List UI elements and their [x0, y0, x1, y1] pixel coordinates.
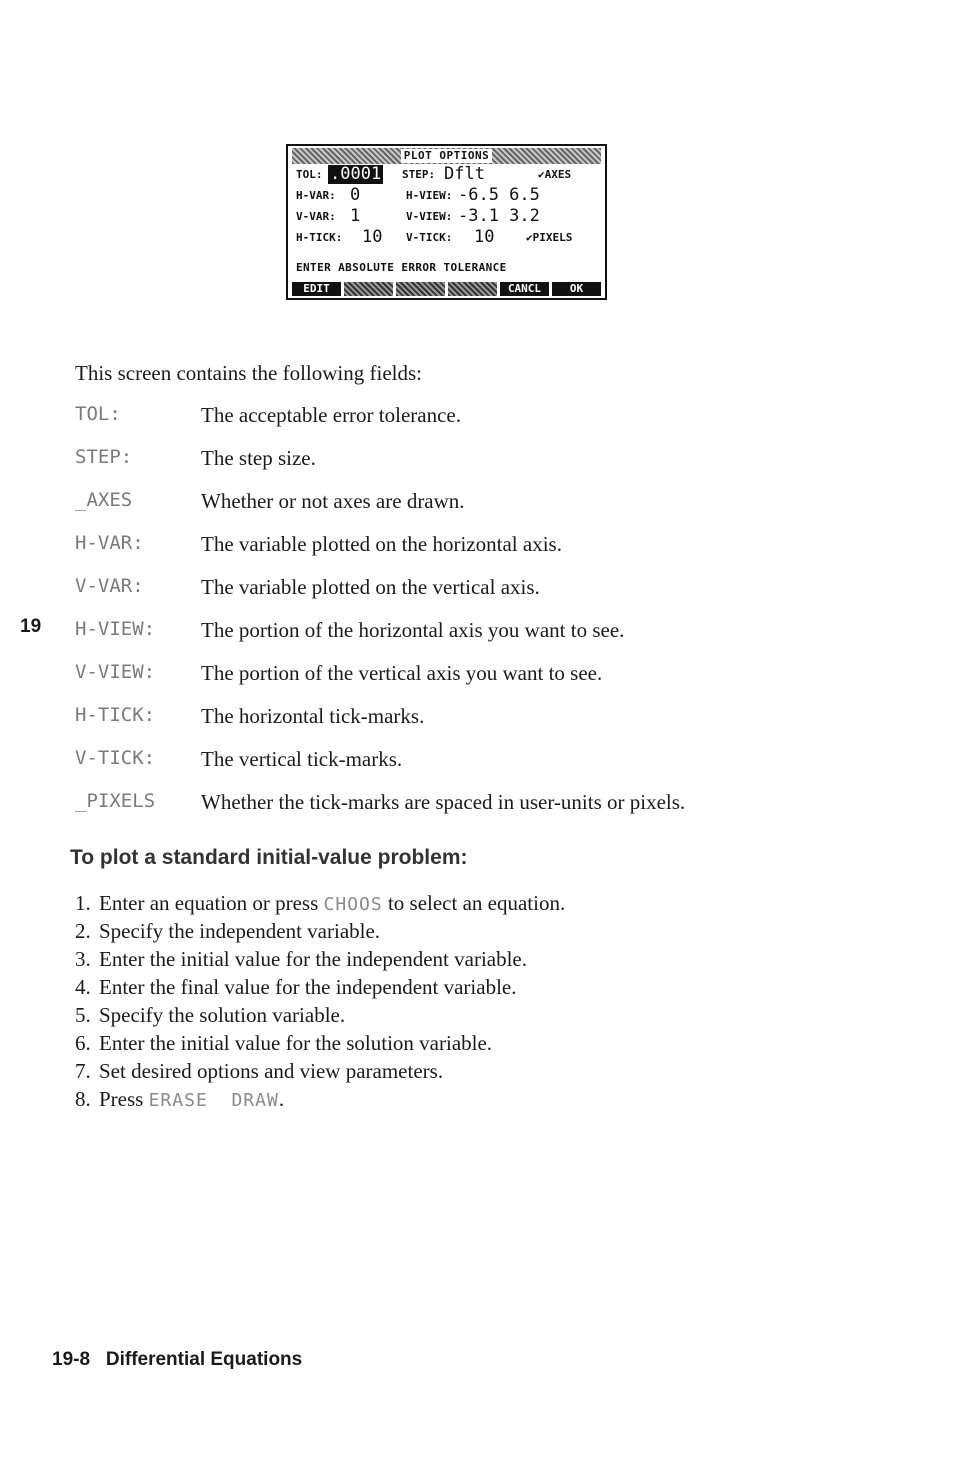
pixels-checkbox[interactable]: ✔PIXELS	[526, 231, 573, 244]
vview-label: V-VIEW:	[406, 210, 453, 223]
step-field[interactable]: Dflt	[444, 164, 485, 184]
field-description: The portion of the horizontal axis you want to see.	[201, 618, 625, 642]
step-text: Set desired options and view parameters.	[99, 1059, 444, 1083]
field-name: _PIXELS	[75, 790, 156, 812]
step-text: Enter the initial value for the solution variable.	[99, 1031, 493, 1055]
step-number: 2.	[75, 919, 91, 943]
htick-label: H-TICK:	[296, 231, 343, 244]
menu-blank-key[interactable]	[448, 282, 497, 296]
choos-key: CHOOS	[323, 894, 383, 915]
axes-checkbox[interactable]: ✔AXES	[538, 168, 572, 181]
field-name: H-VAR:	[75, 532, 144, 554]
vview-field[interactable]: -3.1 3.2	[458, 206, 540, 226]
field-row	[75, 618, 875, 661]
field-row	[75, 704, 875, 747]
menu-cancel-key[interactable]: CANCL	[500, 282, 549, 296]
step-item	[75, 919, 565, 947]
plot-options-screen	[286, 144, 607, 300]
screen-menu-bar	[292, 282, 601, 296]
field-name: H-VIEW:	[75, 618, 156, 640]
hvar-field[interactable]: 0	[350, 185, 361, 205]
step-item	[75, 947, 565, 975]
field-row	[75, 446, 875, 489]
field-row	[75, 575, 875, 618]
field-name: _AXES	[75, 489, 133, 511]
step-text: Enter the initial value for the independent variable.	[99, 947, 527, 971]
hview-field[interactable]: -6.5 6.5	[458, 185, 540, 205]
tol-field[interactable]: .0001	[330, 164, 382, 184]
field-description: The step size.	[201, 446, 316, 470]
step-item	[75, 1087, 565, 1115]
field-list	[75, 403, 875, 833]
field-name: TOL:	[75, 403, 121, 425]
step-number: 7.	[75, 1059, 91, 1083]
step-number: 1.	[75, 891, 91, 915]
field-description: The portion of the vertical axis you want to see.	[201, 661, 603, 685]
field-name: H-TICK:	[75, 704, 156, 726]
step-item	[75, 891, 565, 919]
page-footer: 19-8 Differential Equations	[52, 1349, 303, 1370]
field-description: The variable plotted on the vertical axis.	[201, 575, 540, 599]
intro-text: This screen contains the following fields:	[75, 361, 423, 385]
vvar-label: V-VAR:	[296, 210, 336, 223]
field-row	[75, 532, 875, 575]
field-row	[75, 403, 875, 446]
step-number: 5.	[75, 1003, 91, 1027]
step-text-tail: to select an equation.	[382, 891, 566, 915]
menu-blank-key[interactable]	[396, 282, 445, 296]
step-text: Specify the solution variable.	[99, 1003, 346, 1027]
step-text: Press	[99, 1087, 149, 1111]
menu-ok-key[interactable]: OK	[552, 282, 601, 296]
field-name: V-VIEW:	[75, 661, 156, 683]
field-description: Whether or not axes are drawn.	[201, 489, 465, 513]
screen-title: PLOT OPTIONS	[401, 149, 492, 163]
menu-edit-key[interactable]: EDIT	[292, 282, 341, 296]
field-row	[75, 747, 875, 790]
step-item	[75, 1003, 565, 1031]
step-text: Enter an equation or press	[99, 891, 324, 915]
step-item	[75, 1031, 565, 1059]
field-name: V-TICK:	[75, 747, 156, 769]
screen-title-bar	[292, 148, 601, 164]
field-description: The acceptable error tolerance.	[201, 403, 461, 427]
screen-status-message: ENTER ABSOLUTE ERROR TOLERANCE	[296, 261, 507, 274]
step-text: Specify the independent variable.	[99, 919, 381, 943]
erase-draw-key: ERASE DRAW	[148, 1090, 279, 1111]
field-row	[75, 790, 875, 833]
step-number: 6.	[75, 1031, 91, 1055]
vvar-field[interactable]: 1	[350, 206, 361, 226]
step-label: STEP:	[402, 168, 436, 181]
step-number: 3.	[75, 947, 91, 971]
hvar-label: H-VAR:	[296, 189, 336, 202]
step-text-tail: .	[278, 1087, 285, 1111]
field-row	[75, 661, 875, 704]
hview-label: H-VIEW:	[406, 189, 453, 202]
htick-field[interactable]: 10	[362, 227, 383, 247]
field-description: The vertical tick-marks.	[201, 747, 403, 771]
field-description: The variable plotted on the horizontal axis.	[201, 532, 562, 556]
field-description: Whether the tick-marks are spaced in user-units or pixels.	[201, 790, 686, 814]
step-text: Enter the final value for the independent variable.	[99, 975, 517, 999]
tol-label: TOL:	[296, 168, 323, 181]
field-row	[75, 489, 875, 532]
vtick-label: V-TICK:	[406, 231, 453, 244]
procedure-steps	[75, 891, 565, 1115]
field-name: STEP:	[75, 446, 133, 468]
step-number: 4.	[75, 975, 91, 999]
step-item	[75, 975, 565, 1003]
step-number: 8.	[75, 1087, 91, 1111]
chapter-tab: 19	[20, 616, 42, 637]
menu-blank-key[interactable]	[344, 282, 393, 296]
field-name: V-VAR:	[75, 575, 144, 597]
vtick-field[interactable]: 10	[474, 227, 495, 247]
step-item	[75, 1059, 565, 1087]
procedure-heading: To plot a standard initial-value problem:	[70, 846, 468, 869]
field-description: The horizontal tick-marks.	[201, 704, 425, 728]
